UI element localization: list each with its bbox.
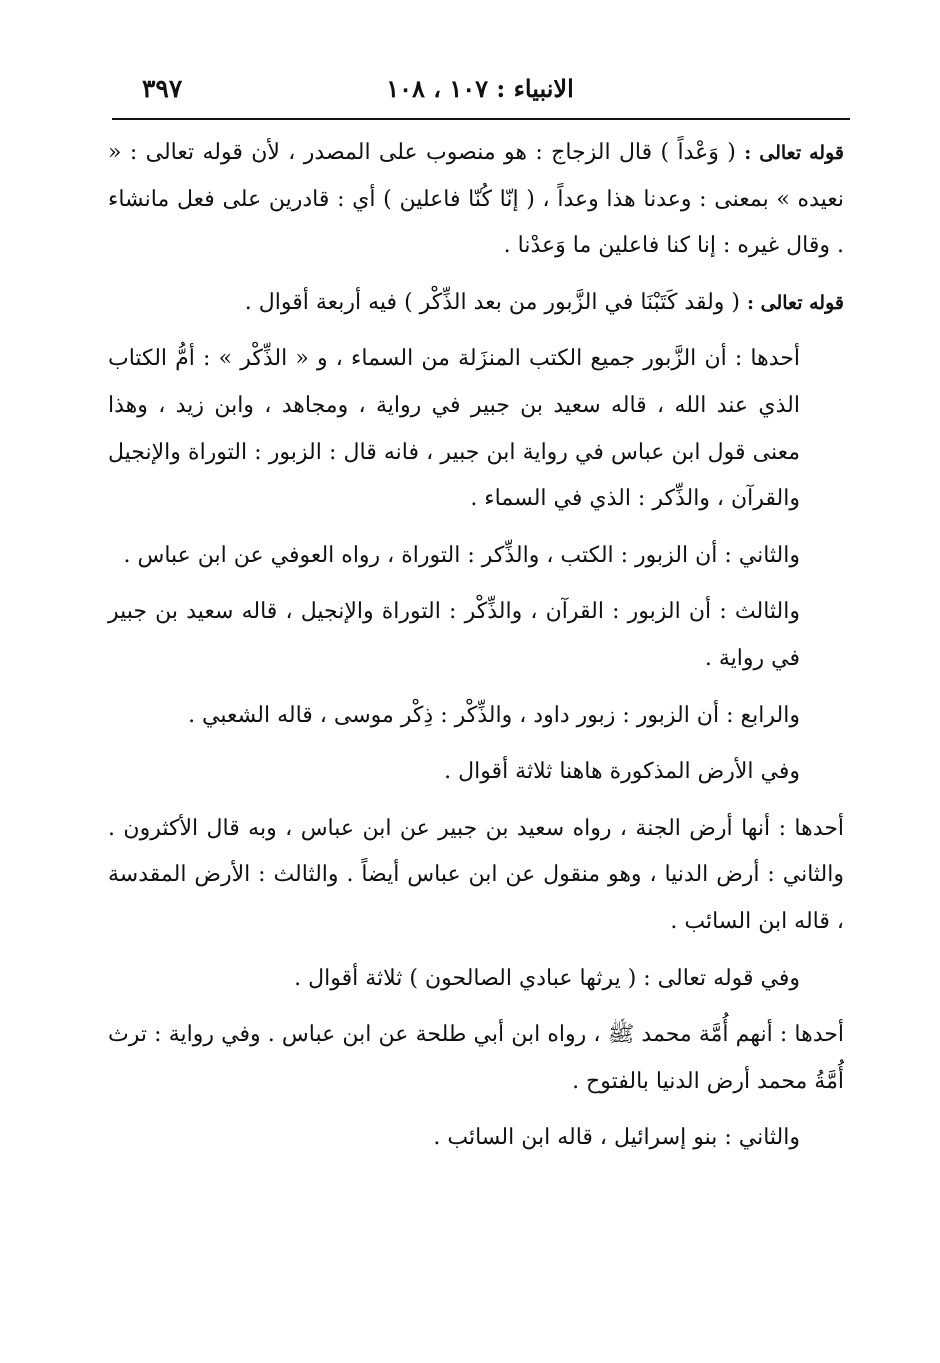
paragraph-text: أحدها : أن الزَّبور جميع الكتب المنزَلة من السماء ، و « الذِّكْر » : أمُّ الكتاب الذي عند الله ، قاله سعيد بن جبير في رواية ، ومجاهد ، وابن زيد ، وهذا معنى قول ابن عباس في رواية ابن جبير ، فانه قال : الزبور : التوراة والإنجيل والقرآن ، والذِّكر : الذي في السماء . <box>108 346 800 512</box>
paragraph-inherit-second <box>108 1115 844 1162</box>
paragraph-third-opinion <box>108 589 844 682</box>
header-title: الانبياء : ١٠٧ ، ١٠٨ <box>386 74 574 103</box>
paragraph-text: والثالث : أن الزبور : القرآن ، والذِّكْر : التوراة والإنجيل ، قاله سعيد بن جبير في رواية . <box>108 599 800 671</box>
paragraph-first-opinion <box>108 336 844 522</box>
page-number: ٣٩٧ <box>142 74 183 103</box>
paragraph-zabur-verse <box>108 280 844 327</box>
paragraph-text: أحدها : أنها أرض الجنة ، رواه سعيد بن جبير عن ابن عباس ، وبه قال الأكثرون . والثاني : أرض الدنيا ، وهو منقول عن ابن عباس أيضاً . والثالث : الأرض المقدسة ، قاله ابن السائب . <box>108 815 844 934</box>
paragraph-land-intro <box>108 749 844 796</box>
body-text <box>108 130 844 1172</box>
paragraph-second-opinion <box>108 533 844 580</box>
paragraph-text: والرابع : أن الزبور : زبور داود ، والذِّكْر : ذِكْر موسى ، قاله الشعبي . <box>188 702 800 728</box>
paragraph-lead: قوله تعالى : <box>744 142 844 164</box>
paragraph-inherit-intro <box>108 956 844 1003</box>
paragraph-text: أحدها : أنهم أُمَّة محمد ﷺ ، رواه ابن أبي طلحة عن ابن عباس . وفي رواية : ترث أُمَّةُ محمد أرض الدنيا بالفتوح . <box>108 1022 844 1094</box>
paragraph-land-opinions <box>108 806 844 946</box>
paragraph-inherit-first <box>108 1012 844 1105</box>
paragraph-text: والثاني : أن الزبور : الكتب ، والذِّكر : التوراة ، رواه العوفي عن ابن عباس . <box>123 542 800 568</box>
paragraph-text: ( وَعْداً ) قال الزجاج : هو منصوب على المصدر ، لأن قوله تعالى : « نعيده » بمعنى : وعدنا هذا وعداً ، ( إنّا كُنّا فاعلين ) أي : قادرين على فعل مانشاء . وقال غيره : إنا كنا فاعلين ما وَعدْنا . <box>108 140 844 259</box>
header-divider <box>112 118 850 120</box>
paragraph-text: وفي قوله تعالى : ( يرثها عبادي الصالحون ) ثلاثة أقوال . <box>294 965 800 991</box>
paragraph-fourth-opinion <box>108 693 844 740</box>
paragraph-wadan <box>108 130 844 270</box>
running-head <box>112 68 848 108</box>
paragraph-text: ( ولقد كَتَبْنَا في الزَّبور من بعد الذِّكْر ) فيه أربعة أقوال . <box>244 289 740 315</box>
paragraph-text: وفي الأرض المذكورة هاهنا ثلاثة أقوال . <box>444 759 800 785</box>
paragraph-text: والثاني : بنو إسرائيل ، قاله ابن السائب . <box>433 1125 800 1151</box>
paragraph-lead: قوله تعالى : <box>747 291 844 314</box>
